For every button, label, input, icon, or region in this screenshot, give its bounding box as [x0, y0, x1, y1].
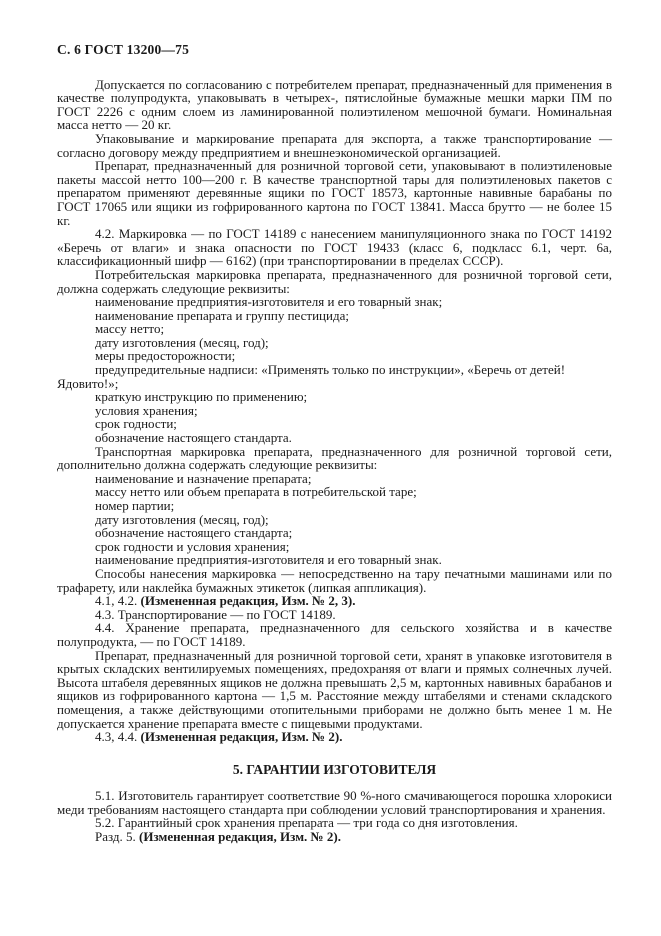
amendment-text: (Измененная редакция, Изм. № 2). — [140, 729, 343, 745]
consumer-marking-item: срок годности; — [95, 416, 177, 432]
consumer-marking-item: краткую инструкцию по применению; — [95, 389, 308, 405]
amendment-note-4-3-4-4 — [57, 730, 612, 744]
transport-marking-item: срок годности и условия хранения; — [95, 538, 290, 554]
amendment-text: (Измененная редакция, Изм. № 2). — [139, 829, 341, 845]
transport-marking-item: номер партии; — [95, 498, 175, 513]
paragraph-consumer-marking-intro: Потребительская маркировка препарата, предназначенного для розничной торговой сети, должна содержать следующие реквизиты: — [57, 266, 612, 296]
section-5-heading: 5. ГАРАНТИИ ИЗГОТОВИТЕЛЯ — [232, 761, 437, 777]
paragraph-marking-4-2: 4.2. Маркировка — по ГОСТ 14189 с нанесением манипуляционного знака по ГОСТ 14192 «Беречь от влаги» и знака опасности по ГОСТ 19433 (класс 6, подкласс 6.1, черт. 6а, классификационный шифр — 6162) (при транспортировании в пределах СССР). — [57, 226, 612, 269]
amendment-clause-ref: 4.3, 4.4. — [95, 729, 138, 745]
consumer-marking-item: массу нетто; — [95, 321, 165, 337]
transport-marking-item: массу нетто или объем препарата в потребительской таре; — [95, 484, 417, 500]
consumer-marking-item: условия хранения; — [95, 402, 198, 418]
transport-marking-item: наименование и назначение препарата; — [95, 470, 312, 486]
consumer-marking-item: меры предосторожности; — [95, 348, 236, 364]
paragraph-retail-packaging: Препарат, предназначенный для розничной торговой сети, упаковывают в полиэтиленовые пакеты массой нетто 100—200 г. В качестве транспортной тары для полиэтиленовых пакетов с препаратом применяют деревянные ящики по ГОСТ 18573, картонные навивные барабаны по ГОСТ 17065 или ящики из гофрированного картона по ГОСТ 13841. Масса брутто — не более 15 кг. — [57, 158, 612, 228]
paragraph-storage-4-4: 4.4. Хранение препарата, предназначенного для сельского хозяйства и в качестве полупродукта, — по ГОСТ 14189. — [57, 620, 612, 649]
amendment-clause-ref: 4.1, 4.2. — [95, 593, 138, 609]
amendment-text: (Измененная редакция, Изм. № 2, 3). — [140, 593, 356, 609]
consumer-marking-item: дату изготовления (месяц, год); — [95, 334, 269, 350]
amendment-note-4-1-4-2 — [57, 594, 612, 608]
amendment-clause-ref: Разд. 5. — [95, 829, 136, 845]
transport-marking-item: обозначение настоящего стандарта; — [95, 525, 293, 541]
transport-marking-item: наименование предприятия-изготовителя и его товарный знак. — [95, 552, 442, 568]
paragraph-semi-product-packaging: Допускается по согласованию с потребителем препарат, предназначенный для применения в качестве полупродукта, упаковывать в четырех-, пятислойные бумажные мешки марки ПМ по ГОСТ 2226 с одним слоем из ламинированной полиэтиленом мешочной бумаги. Номинальная масса нетто — 20 кг. — [57, 76, 612, 133]
transport-marking-item: дату изготовления (месяц, год); — [95, 511, 269, 527]
consumer-marking-item: предупредительные надписи: «Применять только по инструкции», «Беречь от детей! Ядовито!»; — [57, 362, 566, 391]
consumer-marking-item: обозначение настоящего стандарта. — [95, 430, 292, 446]
paragraph-transportation-4-3: 4.3. Транспортирование — по ГОСТ 14189. — [95, 606, 336, 622]
consumer-marking-item: наименование препарата и группу пестицида; — [95, 307, 349, 323]
paragraph-transport-marking-intro: Транспортная маркировка препарата, предназначенного для розничной торговой сети, дополнительно должна содержать следующие реквизиты: — [57, 443, 612, 473]
paragraph-retail-storage: Препарат, предназначенный для розничной торговой сети, хранят в упаковке изготовителя в крытых складских вентилируемых помещениях, предохраняя от влаги и прямых солнечных лучей. Высота штабеля деревянных ящиков не должна превышать 2,5 м, картонных навивных барабанов и ящиков из гофрированного картона — 1,5 м. Расстояние между штабелями и стенами складского помещения, а также действующими отопительными приборами не должно быть менее 1 м. Не допускается хранение препарата вместе с пищевыми продуктами. — [57, 647, 612, 731]
paragraph-shelf-life-5-2: 5.2. Гарантийный срок хранения препарата — три года со дня изготовления. — [95, 815, 518, 831]
consumer-marking-item: наименование предприятия-изготовителя и его товарный знак; — [95, 294, 443, 310]
paragraph-guarantee-5-1: 5.1. Изготовитель гарантирует соответствие 90 %-ного смачивающегося порошка хлорокиси меди требованиям настоящего стандарта при соблюдении условий транспортирования и хранения. — [57, 788, 612, 817]
amendment-note-section-5 — [57, 830, 612, 844]
page-header: С. 6 ГОСТ 13200—75 — [57, 42, 190, 57]
paragraph-export-packaging: Упаковывание и маркирование препарата для экспорта, а также транспортирование — согласно договору между предприятием и внешнеэкономической организацией. — [57, 130, 612, 160]
paragraph-marking-methods: Способы нанесения маркировка — непосредственно на тару печатными машинами или по трафарету, или наклейка бумажных этикеток (липкая аппликация). — [57, 565, 612, 595]
